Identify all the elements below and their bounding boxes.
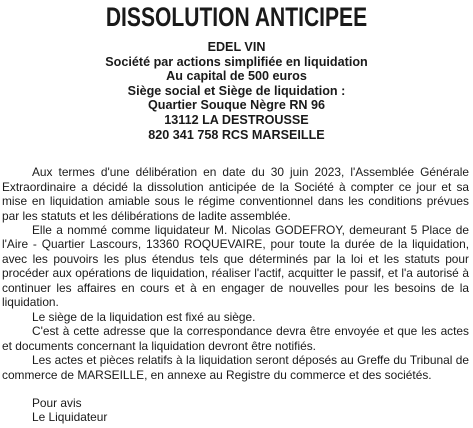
company-address-line2: 13112 LA DESTROUSSE [164,112,309,127]
paragraph-correspondence: C'est à cette adresse que la correspondance devra être envoyée et que les actes et documents concernant la liquidation devront être notifiés. [2,324,469,353]
company-seat-label: Siège social et Siège de liquidation : [127,83,346,98]
closing-line-1: Pour avis [32,395,82,410]
notice-title: DISSOLUTION ANTICIPEE [105,2,368,32]
company-address-line1: Quartier Souque Nègre RN 96 [147,98,326,113]
company-header [0,40,473,142]
closing-line-2: Le Liquidateur [32,410,108,425]
company-form: Société par actions simplifiée en liquidation [105,54,368,69]
paragraph-deliberation: Aux termes d'une délibération en date du 30 juin 2023, l'Assemblée Générale Extraordinaire a décidé la dissolution anticipée de la Société à compter ce jour et sa mise en liquidation amiable sous le régime conventionnel dans les conditions prévues par les statuts et les délibérations de ladite assemblée. [2,165,469,223]
notice-body [0,165,473,382]
paragraph-liquidator: Elle a nommé comme liquidateur M. Nicolas GODEFROY, demeurant 5 Place de l'Aire - Quartier Lascours, 13360 ROQUEVAIRE, pour toute la durée de la liquidation, avec les pouvoirs les plus étendus tels que déterminés par la loi et les statuts pour procéder aux opérations de liquidation, réaliser l'actif, acquitter le passif, et l'a autorisé à continuer les affaires en cours et à en engager de nouvelles pour les besoins de la liquidation. [2,222,469,310]
signature-block [0,396,473,425]
paragraph-seat: Le siège de la liquidation est fixé au siège. [32,309,256,324]
legal-notice [0,2,473,428]
paragraph-filing: Les actes et pièces relatifs à la liquidation seront déposés au Greffe du Tribunal de commerce de MARSEILLE, en annexe au Registre du commerce et des sociétés. [2,353,469,382]
company-name: EDEL VIN [207,40,266,54]
company-capital: Au capital de 500 euros [166,69,307,84]
company-rcs: 820 341 758 RCS MARSEILLE [148,127,325,142]
